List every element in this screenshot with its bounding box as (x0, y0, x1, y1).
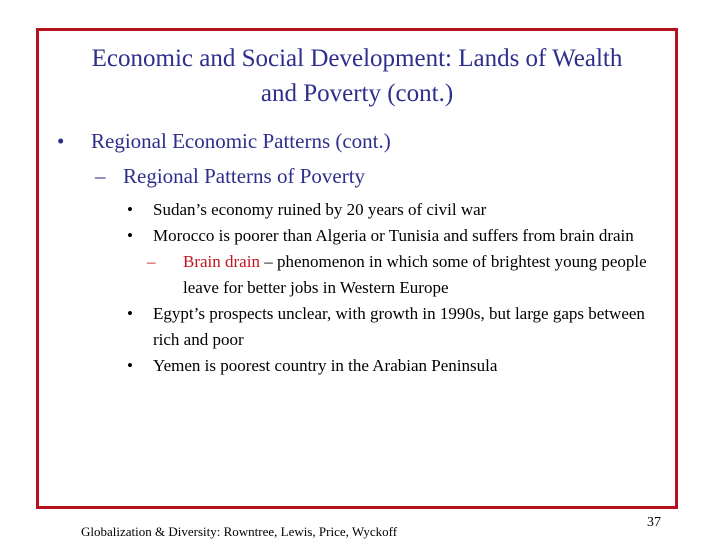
bullet-dash-icon: – (95, 164, 106, 188)
list-item-text: Morocco is poorer than Algeria or Tunisia and suffers from brain drain (153, 226, 634, 245)
bullet-dash-icon: – (147, 252, 156, 271)
bullet-dot-icon: • (127, 356, 133, 375)
list-item-text: Sudan’s economy ruined by 20 years of civil war (153, 200, 487, 219)
bullet-dot-icon: • (127, 200, 133, 219)
list-item (127, 301, 675, 353)
bullet-dot-icon: • (127, 226, 133, 245)
term-brain-drain: Brain drain (183, 252, 260, 271)
bullet-dot-icon: • (57, 129, 65, 153)
bullet-level-2-text: Regional Patterns of Poverty (123, 164, 366, 188)
term-definition: – phenomenon in which some of brightest young people leave for better jobs in Western Europe (183, 252, 647, 297)
list-item (127, 197, 675, 223)
poverty-points-list (127, 197, 675, 379)
page-number: 37 (647, 515, 661, 530)
title-line-2: and Poverty (cont.) (260, 80, 454, 107)
list-item-text: Egypt’s prospects unclear, with growth in 1990s, but large gaps between rich and poor (153, 304, 645, 349)
slide-frame (36, 28, 678, 539)
title-line-1: Economic and Social Development: Lands of Wealth (91, 45, 623, 72)
sub-list-item (147, 249, 675, 301)
list-item-text: Yemen is poorest country in the Arabian Peninsula (153, 356, 498, 375)
bullet-dot-icon: • (127, 304, 133, 323)
footer-citation: Globalization & Diversity: Rowntree, Lewis, Price, Wyckoff (81, 524, 398, 539)
bullet-level-1 (57, 127, 391, 155)
list-item (127, 223, 675, 249)
list-item (127, 353, 675, 379)
bullet-level-2 (95, 162, 365, 190)
slide-title (39, 41, 675, 111)
bullet-level-1-text: Regional Economic Patterns (cont.) (91, 129, 391, 153)
